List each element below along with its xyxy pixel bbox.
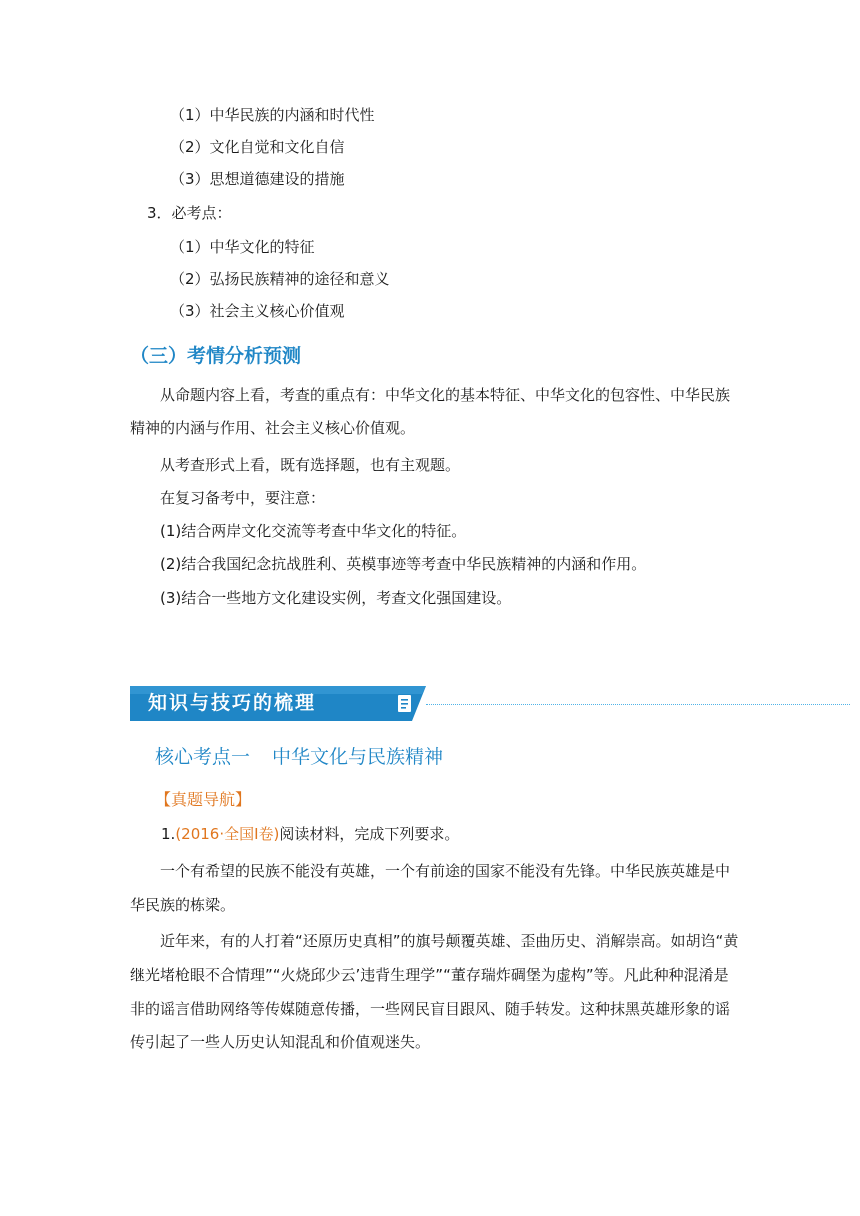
document-icon [398, 695, 411, 712]
section-banner [130, 686, 426, 721]
material-paragraph: 传引起了一些人历史认知混乱和价值观迷失。 [130, 1033, 431, 1051]
material-paragraph: 继光堵枪眼不合情理”“火烧邱少云’违背生理学”“董存瑞炸碉堡为虚构”等。凡此种种混淆是 [130, 966, 729, 984]
analysis-paragraph: 精神的内涵与作用、社会主义核心价值观。 [130, 419, 416, 437]
material-paragraph: 一个有希望的民族不能没有英雄，一个有前途的国家不能没有先锋。中华民族英雄是中 [160, 862, 731, 880]
core-topic-name: 中华文化与民族精神 [272, 746, 444, 768]
outline-item: （2）文化自觉和文化自信 [170, 138, 345, 156]
material-paragraph: 非的谣言借助网络等传媒随意传播，一些网民盲目跟风、随手转发。这种抹黑英雄形象的谣 [130, 1000, 731, 1018]
core-topic-label: 核心考点一 [155, 746, 251, 768]
outline-item: （3）社会主义核心价值观 [170, 302, 345, 320]
question-number: 1. [161, 825, 176, 843]
analysis-point: (3)结合一些地方文化建设实例，考查文化强国建设。 [160, 589, 512, 607]
analysis-point: (1)结合两岸文化交流等考查中华文化的特征。 [160, 522, 467, 540]
question-prompt: 阅读材料，完成下列要求。 [279, 825, 460, 843]
material-paragraph: 近年来，有的人打着“还原历史真相”的旗号颠覆英雄、歪曲历史、消解崇高。如胡诌“黄 [160, 932, 739, 950]
core-topic-title [155, 744, 443, 770]
outline-item: （1）中华民族的内涵和时代性 [170, 106, 375, 124]
question-source: (2016·全国Ⅰ卷) [175, 825, 280, 843]
outline-item: （1）中华文化的特征 [170, 238, 315, 256]
analysis-heading: （三）考情分析预测 [130, 345, 302, 367]
analysis-point: (2)结合我国纪念抗战胜利、英模事迹等考查中华民族精神的内涵和作用。 [160, 555, 647, 573]
section-banner-title: 知识与技巧的梳理 [148, 692, 317, 714]
outline-item: （3）思想道德建设的措施 [170, 170, 345, 188]
must-know-label: 3．必考点： [147, 204, 232, 222]
question-line [161, 824, 459, 844]
outline-item: （2）弘扬民族精神的途径和意义 [170, 270, 390, 288]
guide-label: 【真题导航】 [155, 790, 252, 809]
banner-divider [426, 704, 850, 705]
analysis-paragraph: 从命题内容上看，考查的重点有：中华文化的基本特征、中华文化的包容性、中华民族 [160, 386, 731, 404]
material-paragraph: 华民族的栋梁。 [130, 896, 236, 914]
analysis-paragraph: 在复习备考中，要注意： [160, 489, 326, 507]
analysis-paragraph: 从考查形式上看，既有选择题，也有主观题。 [160, 456, 461, 474]
